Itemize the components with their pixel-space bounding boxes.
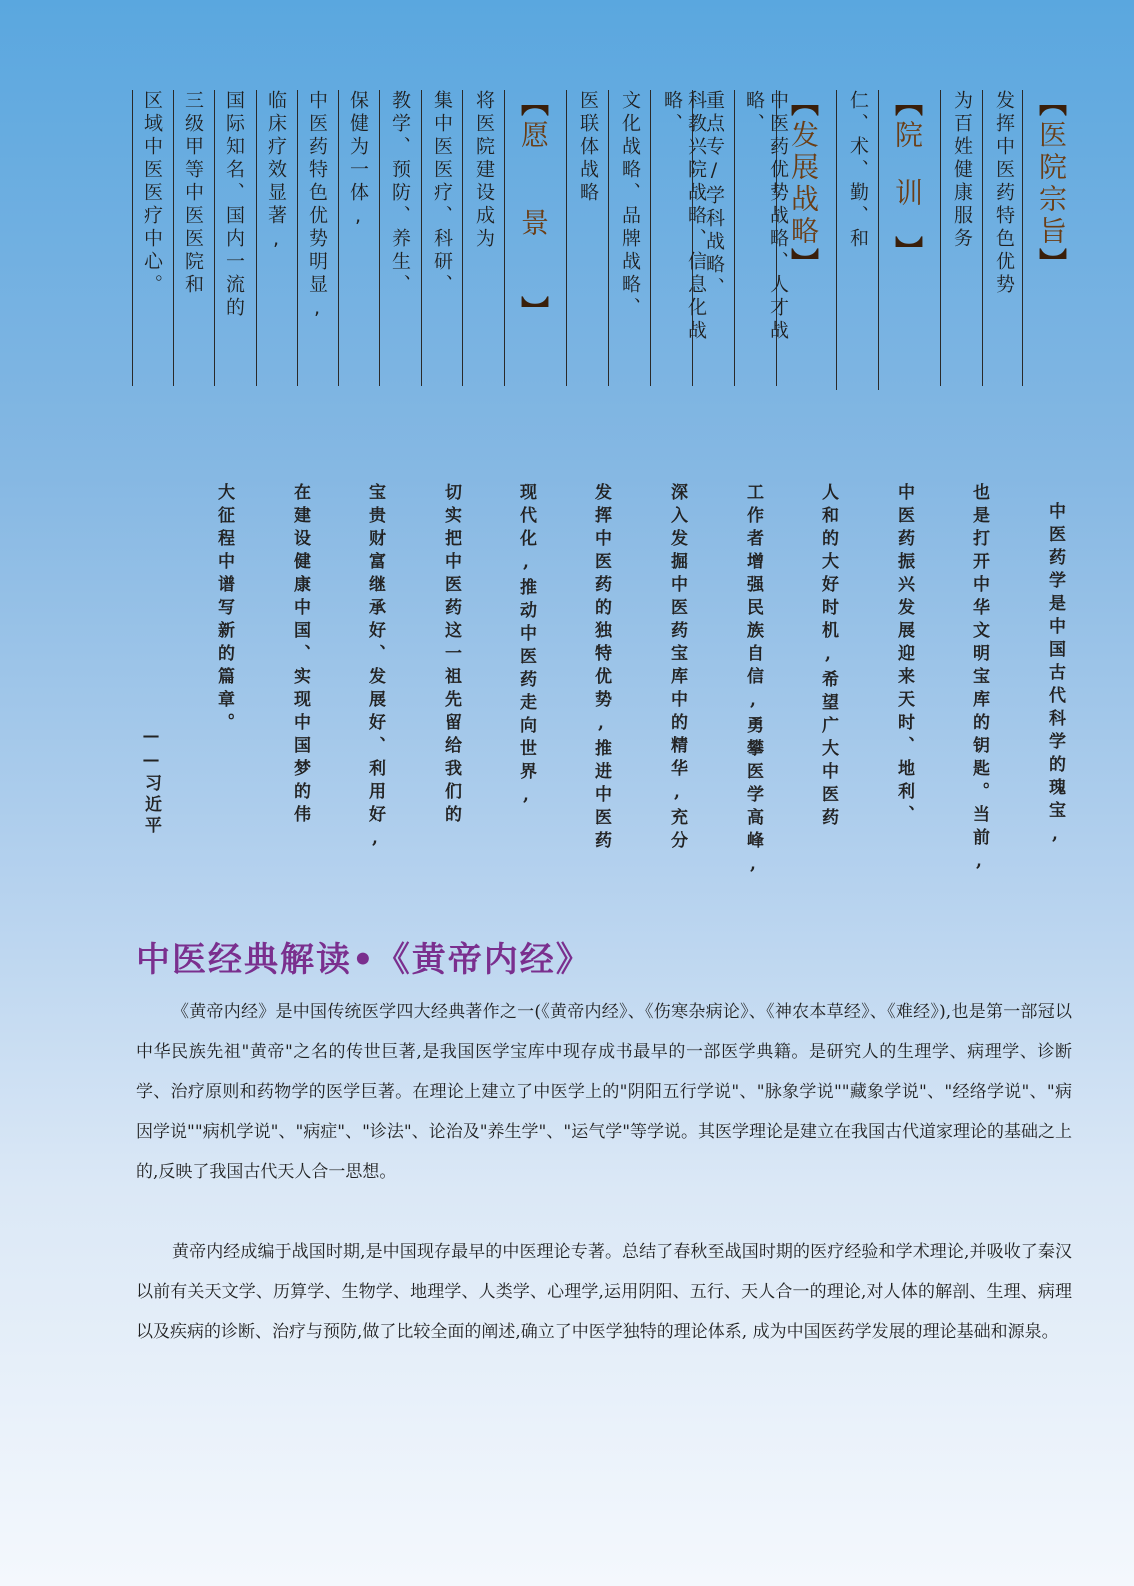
column-rule: [297, 90, 298, 386]
column-rule: [566, 90, 567, 386]
quote-line: 也是打开中华文明宝库的钥匙。当前,: [969, 483, 989, 877]
strategy-line: 科教兴院战略、信息化战略、: [661, 90, 707, 343]
column-rule: [650, 90, 651, 386]
vision-line: 集中医医疗、科研、: [431, 90, 453, 297]
column-rule: [1022, 90, 1023, 386]
mission-line: 为百姓健康服务: [951, 90, 973, 251]
column-rule: [256, 90, 257, 386]
column-rule: [608, 90, 609, 386]
strategy-line: 重点专/学科战略、: [703, 90, 725, 300]
vision-line: 国际知名、国内一流的: [223, 90, 245, 320]
article-paragraph: 《黄帝内经》是中国传统医学四大经典著作之一(《黄帝内经》、《伤寒杂病论》、《神农本草经》、《难经》),也是第一部冠以中华民族先祖"黄帝"之名的传世巨著,是我国医学宝库中现存成书最早的一部医学典籍。是研究人的生理学、病理学、诊断学、治疗原则和药物学的医学巨著。在理论上建立了中医学上的"阴阳五行学说"、"脉象学说""藏象学说"、"经络学说"、"病因学说""病机学说"、"病症"、"诊法"、论治及"养生学"、"运气学"等学说。其医学理论是建立在我国古代道家理论的基础之上的,反映了我国古代天人合一思想。: [136, 1002, 1073, 1182]
column-rule: [504, 90, 505, 386]
column-rule: [338, 90, 339, 386]
column-rule: [836, 90, 837, 390]
vision-line: 三级甲等中医医院和: [182, 90, 204, 297]
quote-line: 大征程中谱写新的篇章。: [214, 483, 234, 736]
heading-vision: 【愿景】: [517, 88, 550, 328]
column-rule: [982, 90, 983, 386]
vision-line: 中医药特色优势明显,: [306, 90, 328, 323]
column-rule: [173, 90, 174, 386]
quote-line: 在建设健康中国、实现中国梦的伟: [290, 483, 310, 828]
quote-line: 发挥中医药的独特优势,推进中医药: [591, 483, 611, 854]
column-rule: [734, 90, 735, 386]
quote-line: 中医药学是中国古代科学的瑰宝,: [1045, 502, 1065, 850]
strategy-line: 文化战略、品牌战略、: [619, 90, 641, 320]
vision-line: 保健为一体,: [347, 90, 369, 231]
quote-line: 中医药振兴发展迎来天时、地利、: [894, 483, 914, 828]
heading-hospital-motto: 【院训】: [891, 88, 924, 268]
column-rule: [214, 90, 215, 386]
article-title: 中医经典解读•《黄帝内经》: [136, 940, 592, 980]
quote-line: 工作者增强民族自信,勇攀医学高峰,: [743, 483, 763, 880]
heading-development-strategy: 【发展战略】: [787, 88, 820, 280]
quote-line: 深入发掘中医药宝库中的精华,充分: [667, 483, 687, 854]
motto-line: 仁、术、勤、和: [847, 90, 869, 251]
article-paragraph: 黄帝内经成编于战国时期,是中国现存最早的中医理论专著。总结了春秋至战国时期的医疗经验和学术理论,并吸收了秦汉以前有关天文学、历算学、生物学、地理学、人类学、心理学,运用阴阳、五行、天人合一的理论,对人体的解剖、生理、病理以及疾病的诊断、治疗与预防,做了比较全面的阐述,确立了中医学独特的理论体系, 成为中国医药学发展的理论基础和源泉。: [136, 1242, 1072, 1342]
quote-line: 现代化,推动中医药走向世界,: [516, 483, 536, 811]
vision-line: 教学、预防、养生、: [389, 90, 411, 297]
heading-hospital-mission: 【医院宗旨】: [1035, 88, 1068, 280]
column-rule: [421, 90, 422, 386]
quote-line: 人和的大好时机,希望广大中医药: [818, 483, 838, 831]
column-rule: [379, 90, 380, 386]
column-rule: [132, 90, 133, 386]
quote-signature: ——习近平: [141, 726, 161, 837]
mission-line: 发挥中医药特色优势: [993, 90, 1015, 297]
quote-line: 切实把中医药这一祖先留给我们的: [441, 483, 461, 828]
column-rule: [462, 90, 463, 386]
vision-line: 将医院建设成为: [473, 90, 495, 251]
vision-line: 区域中医医疗中心。: [141, 90, 163, 297]
vision-line: 临床疗效显著,: [265, 90, 287, 254]
column-rule: [940, 90, 941, 386]
column-rule: [878, 90, 879, 390]
quote-line: 宝贵财富继承好、发展好、利用好,: [365, 483, 385, 854]
strategy-line: 医联体战略: [577, 90, 599, 205]
strategy-line: 中医药优势战略、人才战略、: [743, 90, 789, 343]
